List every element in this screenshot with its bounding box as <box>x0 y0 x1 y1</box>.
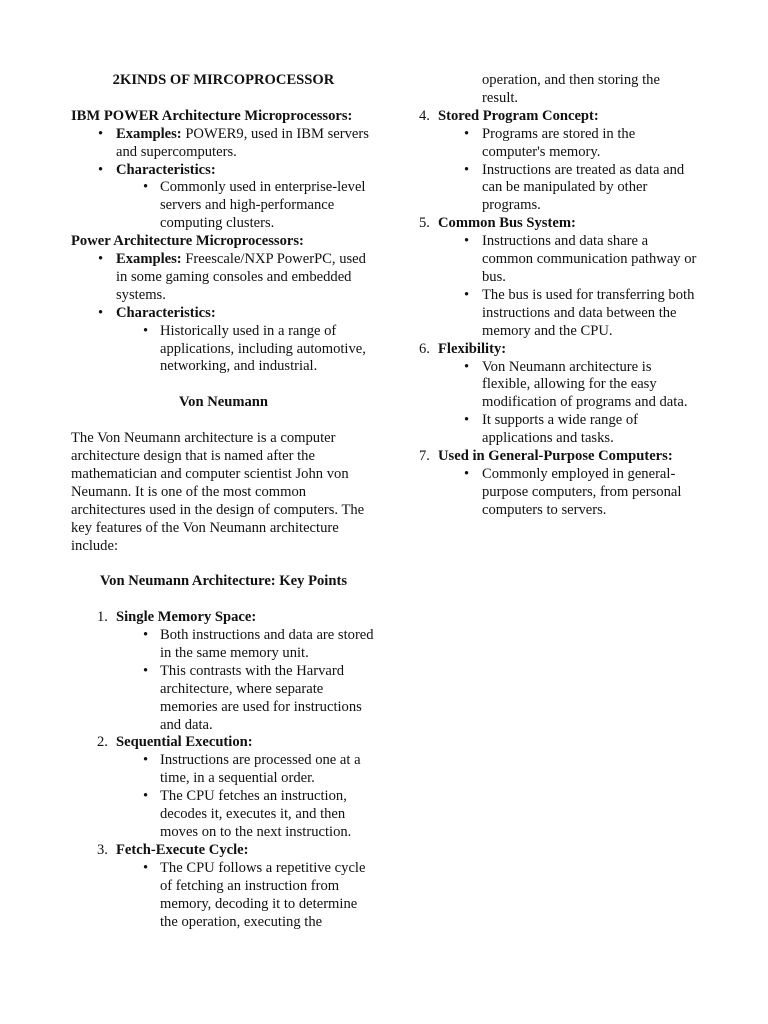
list-item: • Characteristics: <box>98 304 216 321</box>
key-points-list-continued <box>419 108 699 520</box>
key-points-heading: Von Neumann Architecture: Key Points <box>99 573 347 590</box>
list-item: • Commonly employed in general-purpose computers, from personal computers to servers. <box>464 465 682 518</box>
list-item: • Historically used in a range of applications, including automotive, networking, and industrial. <box>143 322 366 375</box>
key-point: 1. Single Memory Space: <box>97 609 257 626</box>
list-item: • Von Neumann architecture is flexible, allowing for the easy modification of programs and data. <box>464 358 688 411</box>
list-item: • Examples: POWER9, used in IBM servers and supercomputers. <box>98 125 369 160</box>
list-item: • The CPU fetches an instruction, decodes it, executes it, and then moves on to the next instruction. <box>143 788 352 840</box>
section-list <box>71 251 376 376</box>
section-heading: IBM POWER Architecture Microprocessors: <box>71 107 353 124</box>
list-item: • Examples: Freescale/NXP PowerPC, used in some gaming consoles and embedded systems. <box>98 251 366 303</box>
list-item: • Commonly used in enterprise-level servers and high-performance computing clusters. <box>143 179 366 232</box>
list-item: • Programs are stored in the computer's memory. <box>464 125 636 160</box>
list-item: • It supports a wide range of applications and tasks. <box>464 412 639 447</box>
list-item: • Instructions are treated as data and can be manipulated by other programs. <box>464 161 685 214</box>
continuation-text: operation, and then storing the result. <box>482 72 660 106</box>
list-item: • This contrasts with the Harvard architecture, where separate memories are used for instructions and data. <box>143 662 362 733</box>
section-heading: Power Architecture Microprocessors: <box>71 233 304 250</box>
key-point: 5. Common Bus System: <box>419 215 576 232</box>
right-column <box>419 72 699 520</box>
list-item: • Instructions are processed one at a time, in a sequential order. <box>143 752 361 787</box>
list-item: • The CPU follows a repetitive cycle of fetching an instruction from memory, decoding it to determine the operation, executing the <box>143 859 366 930</box>
key-point: 4. Stored Program Concept: <box>419 107 599 124</box>
document-title: 2KINDS OF MIRCOPROCESSOR <box>112 72 335 88</box>
list-item: • Instructions and data share a common communication pathway or bus. <box>464 233 697 285</box>
list-item: • Both instructions and data are stored in the same memory unit. <box>143 627 374 661</box>
von-neumann-heading: Von Neumann <box>178 394 269 411</box>
intro-paragraph: The Von Neumann architecture is a computer architecture design that is named after the mathematician and computer scientist John von Neumann. It is one of the most common architectures used in the design of computers. The key features of the Von Neumann architecture include: <box>71 430 365 554</box>
key-point: 3. Fetch-Execute Cycle: <box>97 841 249 858</box>
key-point: 2. Sequential Execution: <box>97 734 253 751</box>
key-point: 6. Flexibility: <box>419 340 507 357</box>
key-point: 7. Used in General-Purpose Computers: <box>419 448 673 465</box>
left-column <box>71 71 376 931</box>
list-item: • The bus is used for transferring both instructions and data between the memory and the CPU. <box>464 286 695 339</box>
list-item: • Characteristics: <box>98 161 216 178</box>
section-list <box>71 126 376 233</box>
key-points-list <box>71 609 376 931</box>
